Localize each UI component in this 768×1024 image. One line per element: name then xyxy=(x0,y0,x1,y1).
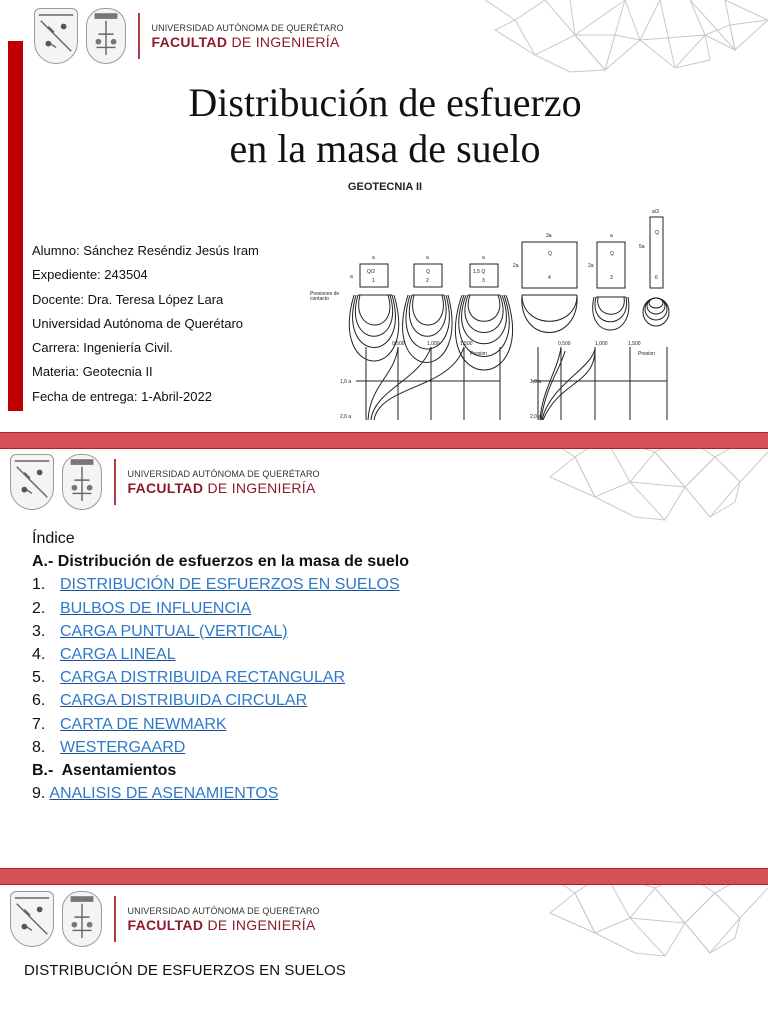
info-record: Expediente: 243504 xyxy=(32,267,148,283)
svg-text:a: a xyxy=(482,255,485,261)
svg-text:a/3: a/3 xyxy=(652,209,659,215)
svg-text:3: 3 xyxy=(610,275,613,281)
presentation-title: Distribución de esfuerzo en la masa de suelo xyxy=(188,80,582,171)
geometric-pattern xyxy=(475,0,768,75)
svg-text:Presiones de: Presiones de xyxy=(310,291,340,297)
svg-text:2,0 a: 2,0 a xyxy=(340,414,352,420)
toc-link-carga-circular[interactable]: CARGA DISTRIBUIDA CIRCULAR xyxy=(60,692,308,710)
slide-section xyxy=(0,832,768,1024)
info-due-date: Fecha de entrega: 1-Abril-2022 xyxy=(32,388,212,404)
info-teacher: Docente: Dra. Teresa López Lara xyxy=(32,291,224,307)
university-seal-icon xyxy=(34,8,78,64)
slide-title xyxy=(0,0,768,432)
svg-text:3: 3 xyxy=(482,278,485,284)
svg-text:2a: 2a xyxy=(588,263,594,269)
info-subject: Materia: Geotecnia II xyxy=(32,364,153,380)
toc-link-carga-rectangular[interactable]: CARGA DISTRIBUIDA RECTANGULAR xyxy=(60,669,346,687)
svg-text:2: 2 xyxy=(426,278,429,284)
svg-text:1,0 a: 1,0 a xyxy=(340,379,352,385)
svg-text:Q: Q xyxy=(655,230,659,236)
svg-text:a: a xyxy=(426,255,429,261)
svg-text:1,500: 1,500 xyxy=(628,341,641,347)
svg-text:0,500: 0,500 xyxy=(392,341,405,347)
toc-item-3: 3. CARGA PUNTUAL (VERTICAL) xyxy=(32,622,288,640)
svg-text:Q: Q xyxy=(426,269,430,275)
toc-link-carga-lineal[interactable]: CARGA LINEAL xyxy=(60,645,176,663)
section-a-heading: A.- Distribución de esfuerzos en la masa de suelo xyxy=(32,553,409,571)
svg-text:5a: 5a xyxy=(639,244,645,250)
svg-text:Presion: Presion xyxy=(470,351,487,357)
svg-text:contacto: contacto xyxy=(310,296,329,302)
header-divider xyxy=(138,13,140,59)
faculty-name: FACULTAD DE INGENIERÍA xyxy=(127,479,316,496)
svg-text:3a: 3a xyxy=(546,233,552,239)
toc-link-carga-puntual[interactable]: CARGA PUNTUAL (VERTICAL) xyxy=(60,622,288,640)
toc-item-6: 6. CARGA DISTRIBUIDA CIRCULAR xyxy=(32,692,308,710)
slide-index xyxy=(0,432,768,832)
toc-item-7: 7. CARTA DE NEWMARK xyxy=(32,715,227,733)
toc-item-4: 4. CARGA LINEAL xyxy=(32,645,176,663)
section-title: DISTRIBUCIÓN DE ESFUERZOS EN SUELOS xyxy=(24,962,346,979)
svg-text:Presion: Presion xyxy=(638,351,655,357)
info-career: Carrera: Ingeniería Civil. xyxy=(32,340,173,356)
faculty-name: FACULTAD DE INGENIERÍA xyxy=(151,33,340,50)
index-title: Índice xyxy=(32,530,75,547)
toc-link-asentamientos[interactable]: ANALISIS DE ASENAMIENTOS xyxy=(49,785,279,803)
toc-link-newmark[interactable]: CARTA DE NEWMARK xyxy=(60,715,227,733)
table-of-contents xyxy=(32,528,409,806)
svg-text:6: 6 xyxy=(655,275,658,281)
slide-separator-band xyxy=(0,868,768,885)
toc-link-westergaard[interactable]: WESTERGAARD xyxy=(60,738,186,756)
faculty-name: FACULTAD DE INGENIERÍA xyxy=(127,916,316,933)
accent-bar xyxy=(8,41,23,411)
section-b-heading: B.- Asentamientos xyxy=(32,761,177,779)
course-subtitle: GEOTECNIA II xyxy=(347,181,423,193)
svg-text:a: a xyxy=(350,274,353,280)
university-name: UNIVERSIDAD AUTÓNOMA DE QUERÉTARO xyxy=(151,22,344,33)
svg-text:1,5 Q: 1,5 Q xyxy=(473,269,486,275)
svg-text:1,000: 1,000 xyxy=(427,341,440,347)
svg-text:1,0 a: 1,0 a xyxy=(530,379,542,385)
svg-text:1,000: 1,000 xyxy=(595,341,608,347)
svg-text:Q: Q xyxy=(610,251,614,257)
toc-link-bulbos[interactable]: BULBOS DE INFLUENCIA xyxy=(60,599,252,617)
svg-text:1: 1 xyxy=(372,278,375,284)
svg-text:4: 4 xyxy=(548,275,551,281)
svg-text:Q: Q xyxy=(548,251,552,257)
svg-text:a: a xyxy=(372,255,375,261)
institution-header xyxy=(10,454,320,510)
student-info xyxy=(32,241,259,411)
svg-text:Q/2: Q/2 xyxy=(367,269,376,275)
svg-text:a: a xyxy=(610,233,613,239)
faculty-seal-icon xyxy=(62,454,102,510)
svg-text:2a: 2a xyxy=(513,263,519,269)
faculty-seal-icon xyxy=(62,891,102,947)
info-student: Alumno: Sánchez Reséndiz Jesús Iram xyxy=(32,243,259,258)
pressure-bulb-figure xyxy=(310,205,690,420)
svg-text:2,0 a: 2,0 a xyxy=(530,414,542,420)
toc-item-9: 9. ANALISIS DE ASENAMIENTOS xyxy=(32,785,279,803)
header-divider xyxy=(114,459,116,505)
header-divider xyxy=(114,896,116,942)
university-name: UNIVERSIDAD AUTÓNOMA DE QUERÉTARO xyxy=(127,468,320,479)
svg-text:1,500: 1,500 xyxy=(460,341,473,347)
university-seal-icon xyxy=(10,454,54,510)
toc-item-1: 1. DISTRIBUCIÓN DE ESFUERZOS EN SUELOS xyxy=(32,576,400,594)
toc-item-5: 5. CARGA DISTRIBUIDA RECTANGULAR xyxy=(32,669,346,687)
university-seal-icon xyxy=(10,891,54,947)
toc-item-8: 8. WESTERGAARD xyxy=(32,738,186,756)
university-name: UNIVERSIDAD AUTÓNOMA DE QUERÉTARO xyxy=(127,905,320,916)
svg-text:0,500: 0,500 xyxy=(558,341,571,347)
info-university: Universidad Autónoma de Querétaro xyxy=(32,315,244,331)
slide-separator-band xyxy=(0,432,768,449)
faculty-seal-icon xyxy=(86,8,126,64)
institution-header xyxy=(34,8,344,64)
institution-header xyxy=(10,891,320,947)
toc-item-2: 2. BULBOS DE INFLUENCIA xyxy=(32,599,252,617)
toc-link-distribucion[interactable]: DISTRIBUCIÓN DE ESFUERZOS EN SUELOS xyxy=(60,576,400,594)
